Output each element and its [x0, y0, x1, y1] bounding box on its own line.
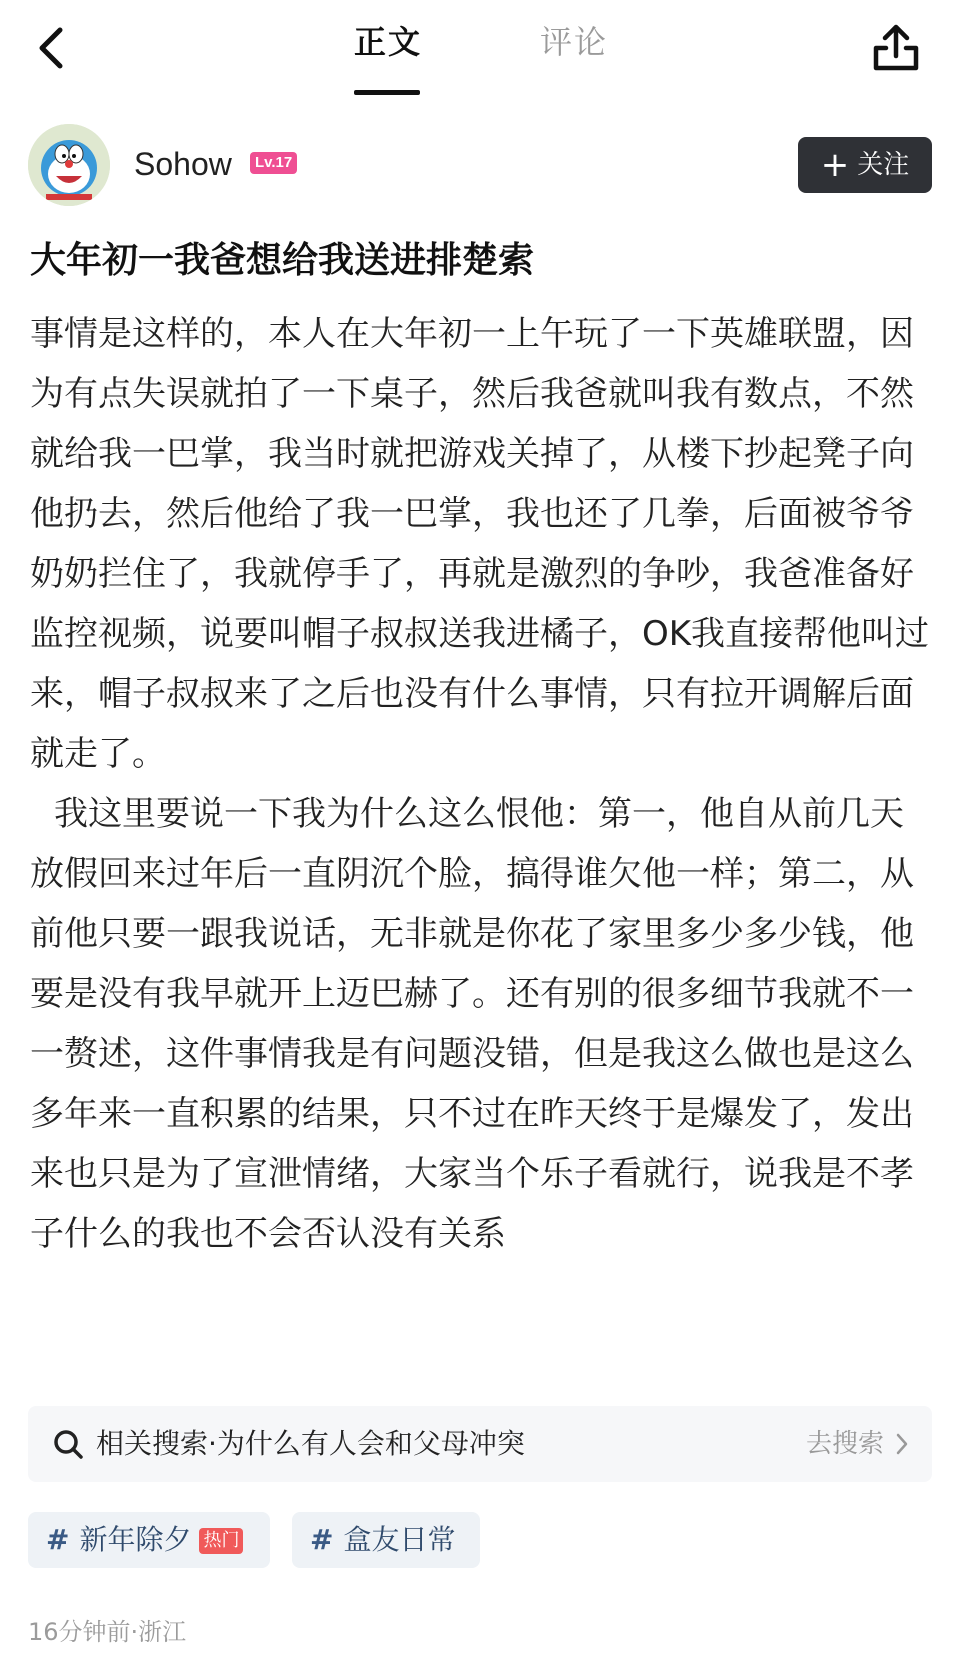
tab-main-text[interactable]: 正文 [354, 23, 423, 61]
hash-icon: # [46, 1523, 70, 1556]
post-paragraph: 我这里要说一下我为什么这么恨他：第一，他自从前几天放假回来过年后一直阴沉个脸，搞得谁欠他一样；第二，从前他只要一跟我说话，无非就是你花了家里多少多少钱，他要是没有我早就开上迈巴赫了。还有别的很多细节我就不一一赘述，这件事情我是有问题没错，但是我这么做也是这么多年来一直积累的结果，只不过在昨天终于是爆发了，发出来也只是为了宣泄情绪，大家当个乐子看就行，说我是不孝子什么的我也不会否认没有关系 [30, 794, 914, 1254]
tab-comments[interactable]: 评论 [540, 23, 609, 61]
top-nav-bar [0, 0, 960, 96]
topic-tag-new-year[interactable] [28, 1512, 270, 1568]
active-tab-indicator [354, 90, 420, 95]
search-icon [52, 1428, 84, 1460]
author-row [0, 122, 960, 210]
chevron-right-icon [894, 1432, 910, 1456]
chevron-left-icon[interactable] [30, 20, 74, 76]
follow-button[interactable] [798, 137, 932, 193]
tag-label: 盒友日常 [343, 1523, 456, 1556]
share-icon[interactable] [870, 22, 922, 74]
plus-icon: + [820, 145, 850, 185]
related-search-bar[interactable] [28, 1406, 932, 1482]
post-paragraph: 事情是这样的，本人在大年初一上午玩了一下英雄联盟，因为有点失误就拍了一下桌子，然后我爸就叫我有数点，不然就给我一巴掌，我当时就把游戏关掉了，从楼下抄起凳子向他扔去，然后他给了我一巴掌，我也还了几拳，后面被爷爷奶奶拦住了，我就停手了，再就是激烈的争吵，我爸准备好监控视频，说要叫帽子叔叔送我进橘子，OK我直接帮他叫过来，帽子叔叔来了之后也没有什么事情，只有拉开调解后面就走了。 [30, 314, 930, 774]
hot-badge: 热门 [199, 1528, 243, 1554]
level-badge: Lv.17 [250, 152, 297, 174]
author-name[interactable]: Sohow [134, 146, 232, 182]
related-search-text: 相关搜索·为什么有人会和父母冲突 [96, 1427, 525, 1460]
post-body [30, 304, 932, 1264]
post-title: 大年初一我爸想给我送进排楚索 [30, 240, 535, 281]
topic-tag-daily[interactable] [292, 1512, 480, 1568]
post-time-location: 16分钟前·浙江 [28, 1618, 187, 1646]
tag-label: 新年除夕 [79, 1523, 192, 1556]
hash-icon: # [310, 1523, 334, 1556]
go-search-link[interactable]: 去搜索 [805, 1429, 884, 1459]
doraemon-avatar-icon [28, 124, 110, 206]
follow-label: 关注 [857, 150, 910, 180]
avatar[interactable] [28, 124, 110, 206]
